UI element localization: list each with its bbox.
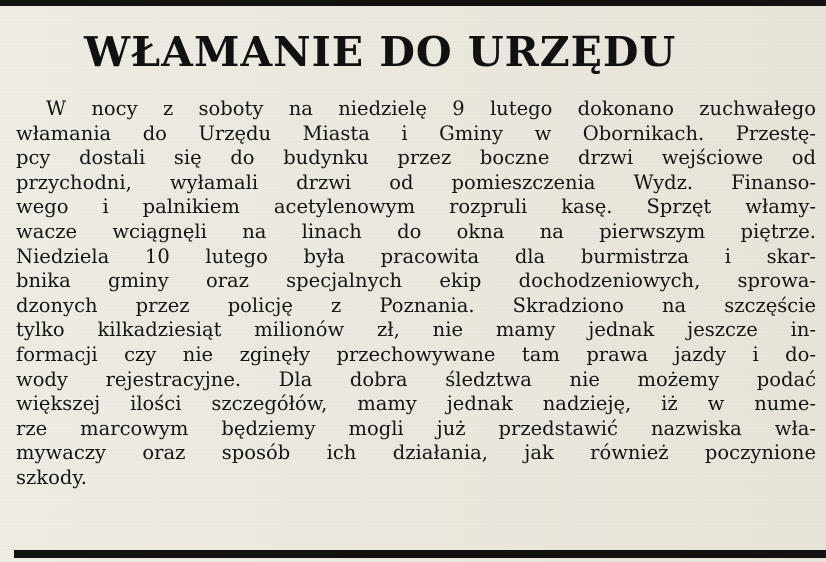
article-line: formacji czy nie zginęły przechowywane tam prawa jazdy i do- bbox=[16, 342, 816, 366]
article-line: większej ilości szczegółów, mamy jednak nadzieję, iż w nume- bbox=[16, 392, 816, 416]
article-line: mywaczy oraz sposób ich działania, jak również poczynione bbox=[16, 441, 816, 465]
bottom-rule bbox=[14, 550, 826, 558]
article-line: przychodni, wyłamali drzwi od pomieszczenia Wydz. Finanso- bbox=[16, 170, 816, 194]
article-line: włamania do Urzędu Miasta i Gminy w Obornikach. Przestę- bbox=[16, 121, 816, 145]
article-line: Niedziela 10 lutego była pracowita dla burmistrza i skar- bbox=[16, 244, 816, 268]
article-body bbox=[16, 97, 816, 491]
article-line: rze marcowym będziemy mogli już przedstawić nazwiska wła- bbox=[16, 416, 816, 440]
article-line: bnika gminy oraz specjalnych ekip dochodzeniowych, sprowa- bbox=[16, 269, 816, 293]
article-line: tylko kilkadziesiąt milionów zł, nie mamy jednak jeszcze in- bbox=[16, 318, 816, 342]
article-line: wego i palnikiem acetylenowym rozpruli kasę. Sprzęt włamy- bbox=[16, 195, 816, 219]
article-line: wody rejestracyjne. Dla dobra śledztwa nie możemy podać bbox=[16, 367, 816, 391]
article-line: pcy dostali się do budynku przez boczne drzwi wejściowe od bbox=[16, 146, 816, 170]
article-line: W nocy z soboty na niedzielę 9 lutego dokonano zuchwałego bbox=[46, 97, 816, 120]
article-line: szkody. bbox=[16, 465, 87, 489]
article-line: dzonych przez policję z Poznania. Skradziono na szczęście bbox=[16, 293, 816, 317]
article-line: wacze wciągnęli na linach do okna na pierwszym piętrze. bbox=[16, 219, 816, 243]
headline: WŁAMANIE DO URZĘDU bbox=[84, 28, 677, 76]
top-rule bbox=[0, 0, 826, 6]
